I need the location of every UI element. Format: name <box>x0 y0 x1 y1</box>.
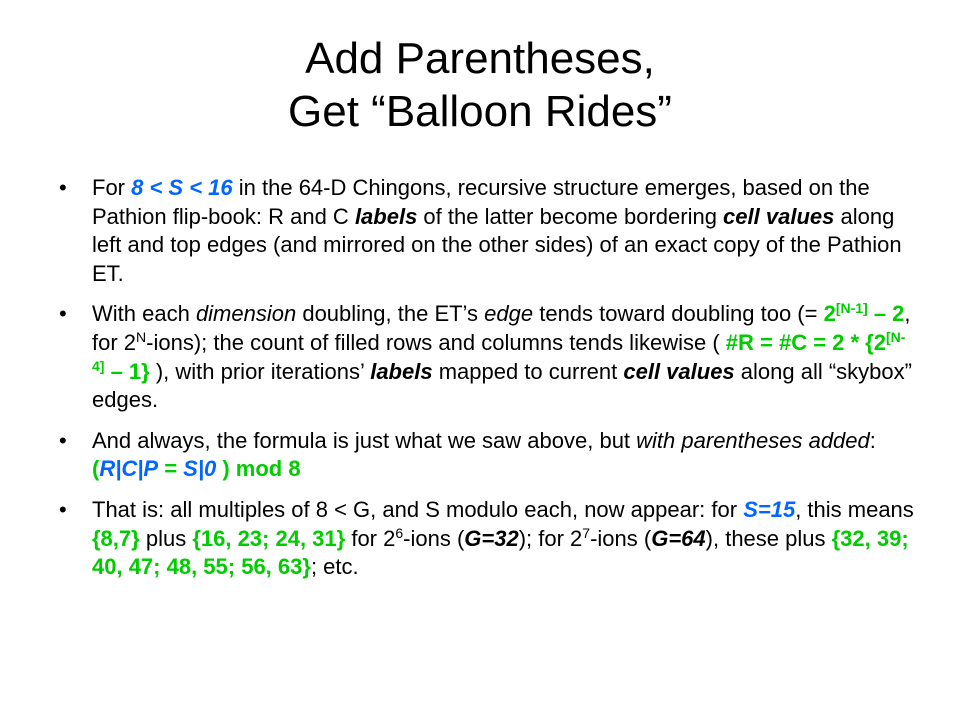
bullet-dot: • <box>59 301 67 327</box>
bullet-list <box>57 174 917 594</box>
bullet-item <box>57 300 917 414</box>
text-segment: of the latter become bordering <box>417 203 724 229</box>
text-segment: along all “skybox” edges. <box>92 358 912 413</box>
emphasis-parentheses: with parentheses added <box>636 427 870 453</box>
g-value: G=32 <box>464 525 519 551</box>
bullet-dot: • <box>59 496 67 522</box>
set-values: {8,7} <box>92 525 140 551</box>
row-count-formula: – 1} <box>104 358 150 384</box>
bullet-item <box>57 174 917 288</box>
text-segment: in the 64-D Chingons, recursive structure emerges, based on the Pathion flip-book: R and C <box>92 175 870 229</box>
text-segment: for 2 <box>345 525 396 551</box>
g-value: G=64 <box>651 525 706 551</box>
emphasis-dimension: dimension <box>195 301 297 327</box>
slide-title <box>60 32 900 138</box>
text-segment: along left and top edges (and mirrored on the other sides) of an exact copy of the Pathion ET. <box>92 203 902 286</box>
text-segment: plus <box>139 525 193 551</box>
formula-mod: ) mod 8 <box>216 456 301 482</box>
edge-formula-exponent: [N-1] <box>835 300 868 317</box>
emphasis-labels: labels <box>354 203 418 229</box>
text-segment: With each <box>92 301 196 327</box>
text-segment: : <box>869 427 876 453</box>
title-line-2: Get “Balloon Rides” <box>288 87 672 136</box>
bullet-dot: • <box>59 175 67 200</box>
text-segment: That is: all multiples of 8 < G, and S modulo each, now appear: for <box>92 496 744 522</box>
text-segment: doubling, the ET’s <box>296 301 485 327</box>
text-segment: mapped to current <box>432 358 624 384</box>
set-values: {16, 23; 24, 31} <box>192 525 346 551</box>
exponent: N <box>136 328 147 345</box>
emphasis-labels: labels <box>370 358 433 384</box>
row-count-exponent: [N-4] <box>92 328 906 374</box>
bullet-item <box>57 496 917 582</box>
bullet-dot: • <box>59 427 67 453</box>
text-segment: ), these plus <box>705 525 832 551</box>
text-segment: ); for 2 <box>518 525 583 551</box>
formula-s0: S|0 <box>183 456 217 482</box>
text-segment: -ions ( <box>403 525 465 551</box>
formula-rcp: R|C|P <box>99 456 159 482</box>
row-count-formula: #R = #C = 2 * {2 <box>725 329 886 355</box>
set-values: {32, 39; 40, 47; 48, 55; 56, 63} <box>92 525 909 580</box>
text-segment: , for 2 <box>92 301 911 355</box>
text-segment: tends toward doubling too (= <box>533 301 824 327</box>
exponent: 6 <box>395 524 404 541</box>
text-segment: -ions); the count of filled rows and columns tends likewise ( <box>146 329 726 355</box>
range-highlight: 8 < S < 16 <box>131 175 233 200</box>
formula-equals: = <box>158 456 184 482</box>
emphasis-cell-values: cell values <box>723 203 835 229</box>
emphasis-cell-values: cell values <box>623 358 735 384</box>
bullet-item <box>57 427 917 484</box>
edge-formula: – 2 <box>867 301 905 327</box>
text-segment: And always, the formula is just what we saw above, but <box>92 427 637 453</box>
s-value: S=15 <box>743 496 796 522</box>
text-segment: -ions ( <box>590 525 652 551</box>
text-segment: ), with prior iterations’ <box>149 358 371 384</box>
formula-paren: ( <box>92 456 100 482</box>
emphasis-edge: edge <box>484 301 534 327</box>
text-segment: ; etc. <box>310 554 359 580</box>
edge-formula: 2 <box>823 301 836 327</box>
text-segment: , this means <box>795 496 914 522</box>
title-line-1: Add Parentheses, <box>305 34 655 83</box>
text-segment: For <box>92 175 132 200</box>
exponent: 7 <box>582 524 591 541</box>
